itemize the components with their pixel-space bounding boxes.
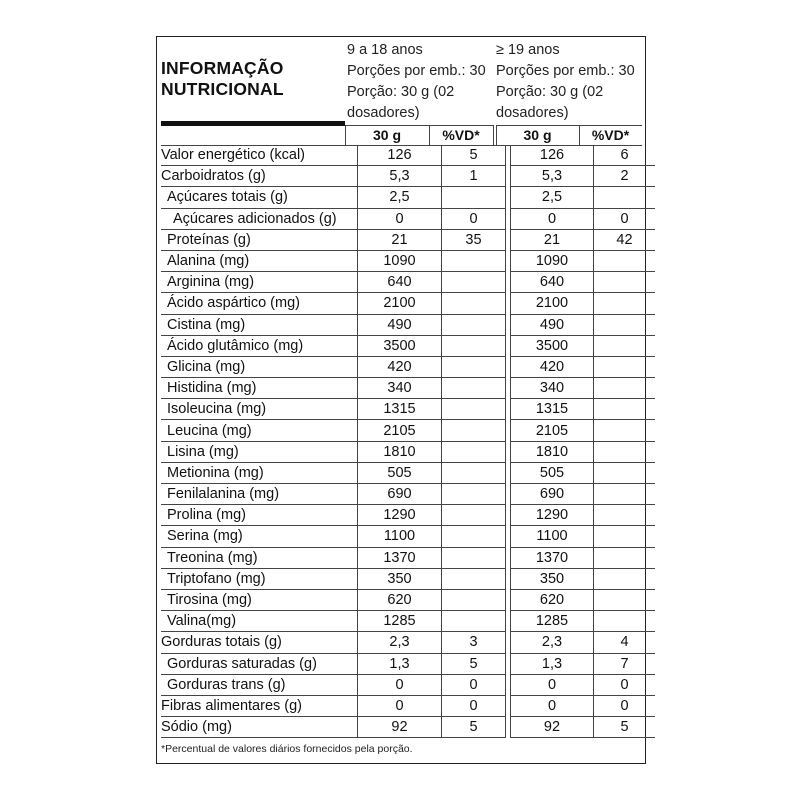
vd-9-18 — [442, 420, 506, 441]
table-row — [161, 674, 655, 695]
amount-9-18: 1,3 — [358, 653, 442, 674]
nutrient-name: Valina(mg) — [161, 611, 358, 632]
vd-9-18 — [442, 484, 506, 505]
table-row — [161, 399, 655, 420]
nutrient-name: Gorduras totais (g) — [161, 632, 358, 653]
group-header-9-18 — [347, 40, 493, 124]
table-row — [161, 356, 655, 377]
amount-9-18: 92 — [358, 717, 442, 738]
header-separator — [493, 125, 494, 145]
amount-19-plus: 1285 — [511, 611, 594, 632]
nutrient-name: Lisina (mg) — [161, 441, 358, 462]
amount-9-18: 2,3 — [358, 632, 442, 653]
vd-9-18 — [442, 462, 506, 483]
vd-19-plus — [594, 462, 656, 483]
table-row — [161, 335, 655, 356]
vd-9-18 — [442, 272, 506, 293]
nutrient-name: Fibras alimentares (g) — [161, 695, 358, 716]
vd-19-plus — [594, 441, 656, 462]
table-row — [161, 462, 655, 483]
nutrient-name: Alanina (mg) — [161, 250, 358, 271]
table-row — [161, 441, 655, 462]
vd-19-plus: 42 — [594, 229, 656, 250]
nutrient-name: Açúcares adicionados (g) — [161, 208, 358, 229]
amount-19-plus: 2105 — [511, 420, 594, 441]
vd-19-plus: 6 — [594, 145, 656, 166]
title-line-1: INFORMAÇÃO — [161, 58, 284, 78]
amount-19-plus: 2100 — [511, 293, 594, 314]
amount-9-18: 126 — [358, 145, 442, 166]
header-separator — [429, 125, 430, 145]
header-separator — [496, 125, 497, 145]
vd-19-plus — [594, 589, 656, 610]
table-row — [161, 547, 655, 568]
amount-9-18: 1315 — [358, 399, 442, 420]
label-title — [161, 58, 284, 100]
vd-9-18 — [442, 568, 506, 589]
group-portion-size-cont: dosadores) — [347, 105, 420, 121]
nutrient-name: Proteínas (g) — [161, 229, 358, 250]
vd-19-plus — [594, 293, 656, 314]
amount-19-plus: 340 — [511, 378, 594, 399]
vd-19-plus: 5 — [594, 717, 656, 738]
nutrient-name: Fenilalanina (mg) — [161, 484, 358, 505]
vd-9-18: 0 — [442, 674, 506, 695]
col-amount-header: 30 g — [372, 127, 401, 143]
table-row — [161, 717, 655, 738]
amount-9-18: 1370 — [358, 547, 442, 568]
vd-19-plus — [594, 314, 656, 335]
amount-9-18: 1100 — [358, 526, 442, 547]
nutrient-name: Carboidratos (g) — [161, 166, 358, 187]
amount-19-plus: 21 — [511, 229, 594, 250]
nutrient-name: Gorduras saturadas (g) — [161, 653, 358, 674]
nutrient-name: Serina (mg) — [161, 526, 358, 547]
amount-9-18: 1810 — [358, 441, 442, 462]
vd-9-18 — [442, 356, 506, 377]
vd-19-plus: 2 — [594, 166, 656, 187]
vd-9-18 — [442, 314, 506, 335]
vd-9-18 — [442, 526, 506, 547]
amount-19-plus: 0 — [511, 208, 594, 229]
vd-19-plus — [594, 484, 656, 505]
amount-9-18: 3500 — [358, 335, 442, 356]
vd-9-18 — [442, 378, 506, 399]
nutrition-table — [161, 145, 655, 738]
vd-19-plus: 0 — [594, 695, 656, 716]
amount-19-plus: 3500 — [511, 335, 594, 356]
amount-19-plus: 0 — [511, 695, 594, 716]
vd-9-18 — [442, 505, 506, 526]
nutrient-name: Arginina (mg) — [161, 272, 358, 293]
table-row — [161, 250, 655, 271]
vd-9-18: 5 — [442, 145, 506, 166]
vd-9-18 — [442, 399, 506, 420]
amount-9-18: 5,3 — [358, 166, 442, 187]
amount-19-plus: 505 — [511, 462, 594, 483]
header-separator — [345, 125, 346, 145]
amount-9-18: 690 — [358, 484, 442, 505]
amount-19-plus: 1810 — [511, 441, 594, 462]
nutrient-name: Tirosina (mg) — [161, 589, 358, 610]
amount-9-18: 0 — [358, 208, 442, 229]
amount-9-18: 1290 — [358, 505, 442, 526]
table-row — [161, 229, 655, 250]
vd-9-18 — [442, 187, 506, 208]
amount-19-plus: 1290 — [511, 505, 594, 526]
amount-9-18: 420 — [358, 356, 442, 377]
table-row — [161, 526, 655, 547]
table-row — [161, 187, 655, 208]
title-rule — [161, 121, 345, 126]
amount-19-plus: 1315 — [511, 399, 594, 420]
vd-9-18 — [442, 589, 506, 610]
group-header-19-plus — [496, 40, 642, 124]
amount-9-18: 1090 — [358, 250, 442, 271]
vd-19-plus: 4 — [594, 632, 656, 653]
amount-19-plus: 640 — [511, 272, 594, 293]
amount-9-18: 640 — [358, 272, 442, 293]
table-row — [161, 420, 655, 441]
vd-19-plus — [594, 335, 656, 356]
vd-9-18: 1 — [442, 166, 506, 187]
col-vd-header: %VD* — [591, 127, 630, 143]
vd-19-plus — [594, 378, 656, 399]
group-portion-size-cont: dosadores) — [496, 105, 569, 121]
footnote: *Percentual de valores diários fornecidos pela porção. — [161, 743, 413, 755]
amount-9-18: 2,5 — [358, 187, 442, 208]
group-portion-size: Porção: 30 g (02 — [347, 84, 455, 100]
table-row — [161, 484, 655, 505]
title-line-2: NUTRICIONAL — [161, 79, 284, 99]
table-row — [161, 145, 655, 166]
table-row — [161, 695, 655, 716]
nutrient-name: Prolina (mg) — [161, 505, 358, 526]
vd-9-18: 35 — [442, 229, 506, 250]
table-row — [161, 611, 655, 632]
amount-9-18: 340 — [358, 378, 442, 399]
vd-9-18 — [442, 250, 506, 271]
table-row — [161, 378, 655, 399]
nutrient-name: Metionina (mg) — [161, 462, 358, 483]
amount-9-18: 2105 — [358, 420, 442, 441]
amount-19-plus: 1,3 — [511, 653, 594, 674]
vd-19-plus — [594, 611, 656, 632]
vd-9-18: 5 — [442, 717, 506, 738]
group-portions: Porções por emb.: 30 — [347, 63, 486, 79]
vd-19-plus — [594, 272, 656, 293]
vd-19-plus — [594, 399, 656, 420]
amount-9-18: 505 — [358, 462, 442, 483]
amount-9-18: 21 — [358, 229, 442, 250]
amount-19-plus: 1370 — [511, 547, 594, 568]
vd-19-plus — [594, 420, 656, 441]
amount-19-plus: 92 — [511, 717, 594, 738]
group-age: 9 a 18 anos — [347, 42, 423, 58]
nutrient-name: Ácido glutâmico (mg) — [161, 335, 358, 356]
vd-19-plus — [594, 250, 656, 271]
vd-19-plus — [594, 356, 656, 377]
table-row — [161, 568, 655, 589]
nutrient-name: Glicina (mg) — [161, 356, 358, 377]
amount-19-plus: 620 — [511, 589, 594, 610]
vd-9-18: 0 — [442, 208, 506, 229]
table-row — [161, 293, 655, 314]
amount-9-18: 0 — [358, 695, 442, 716]
col-amount-header: 30 g — [523, 127, 552, 143]
amount-9-18: 0 — [358, 674, 442, 695]
vd-19-plus — [594, 526, 656, 547]
amount-19-plus: 0 — [511, 674, 594, 695]
table-row — [161, 166, 655, 187]
amount-19-plus: 1100 — [511, 526, 594, 547]
table-row — [161, 653, 655, 674]
nutrient-name: Valor energético (kcal) — [161, 145, 358, 166]
vd-19-plus: 7 — [594, 653, 656, 674]
nutrient-name: Açúcares totais (g) — [161, 187, 358, 208]
group-portion-size: Porção: 30 g (02 — [496, 84, 604, 100]
table-row — [161, 314, 655, 335]
group-portions: Porções por emb.: 30 — [496, 63, 635, 79]
col-vd-header: %VD* — [442, 127, 480, 143]
nutrient-name: Treonina (mg) — [161, 547, 358, 568]
amount-19-plus: 350 — [511, 568, 594, 589]
table-row — [161, 272, 655, 293]
nutrient-name: Ácido aspártico (mg) — [161, 293, 358, 314]
vd-19-plus — [594, 187, 656, 208]
amount-9-18: 350 — [358, 568, 442, 589]
nutrient-name: Gorduras trans (g) — [161, 674, 358, 695]
amount-9-18: 2100 — [358, 293, 442, 314]
vd-9-18: 3 — [442, 632, 506, 653]
vd-9-18: 5 — [442, 653, 506, 674]
nutrient-name: Cistina (mg) — [161, 314, 358, 335]
table-row — [161, 505, 655, 526]
table-row — [161, 208, 655, 229]
header-separator — [579, 125, 580, 145]
amount-19-plus: 690 — [511, 484, 594, 505]
amount-9-18: 1285 — [358, 611, 442, 632]
table-row — [161, 632, 655, 653]
amount-19-plus: 2,3 — [511, 632, 594, 653]
nutrient-name: Sódio (mg) — [161, 717, 358, 738]
amount-19-plus: 1090 — [511, 250, 594, 271]
vd-19-plus — [594, 505, 656, 526]
amount-19-plus: 5,3 — [511, 166, 594, 187]
table-row — [161, 589, 655, 610]
vd-19-plus — [594, 547, 656, 568]
nutrient-name: Histidina (mg) — [161, 378, 358, 399]
nutrient-name: Leucina (mg) — [161, 420, 358, 441]
vd-9-18 — [442, 293, 506, 314]
vd-9-18: 0 — [442, 695, 506, 716]
vd-9-18 — [442, 335, 506, 356]
nutrient-name: Isoleucina (mg) — [161, 399, 358, 420]
amount-19-plus: 490 — [511, 314, 594, 335]
vd-19-plus: 0 — [594, 674, 656, 695]
vd-9-18 — [442, 611, 506, 632]
amount-9-18: 490 — [358, 314, 442, 335]
vd-9-18 — [442, 547, 506, 568]
amount-19-plus: 420 — [511, 356, 594, 377]
amount-19-plus: 2,5 — [511, 187, 594, 208]
nutrient-name: Triptofano (mg) — [161, 568, 358, 589]
amount-19-plus: 126 — [511, 145, 594, 166]
vd-9-18 — [442, 441, 506, 462]
vd-19-plus — [594, 568, 656, 589]
vd-19-plus: 0 — [594, 208, 656, 229]
group-age: ≥ 19 anos — [496, 42, 560, 58]
amount-9-18: 620 — [358, 589, 442, 610]
